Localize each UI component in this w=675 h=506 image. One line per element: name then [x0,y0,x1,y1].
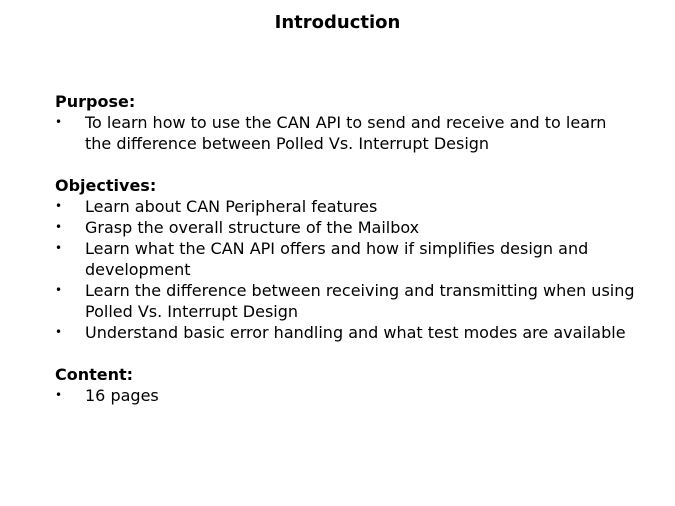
objectives-heading: Objectives: [55,176,157,195]
purpose-section [55,91,635,154]
objective-item [55,217,635,238]
slide-content [55,91,635,427]
objective-item [55,322,635,343]
bullet-icon: • [55,220,63,234]
content-item [55,385,635,406]
bullet-icon: • [55,325,63,339]
bullet-icon: • [55,283,63,297]
objective-item-text: Understand basic error handling and what test modes are available [85,323,626,342]
bullet-icon: • [55,241,63,255]
objective-item-text: Grasp the overall structure of the Mailbox [85,218,420,237]
objective-item-text: Learn about CAN Peripheral features [85,197,378,216]
objective-item-text: Learn the difference between receiving and transmitting when using Polled Vs. Interrupt Design [85,281,635,321]
objective-item [55,196,635,217]
bullet-icon: • [55,115,63,129]
content-heading: Content: [55,365,134,384]
content-item-text: 16 pages [85,386,159,405]
purpose-heading: Purpose: [55,92,136,111]
content-list [55,385,635,406]
purpose-item-text: To learn how to use the CAN API to send and receive and to learn the difference between Polled Vs. Interrupt Design [85,113,607,153]
objectives-list [55,196,635,343]
objective-item [55,280,635,322]
bullet-icon: • [55,388,63,402]
purpose-list [55,112,635,154]
content-section [55,364,635,406]
objective-item [55,238,635,280]
purpose-item [55,112,635,154]
objectives-section [55,175,635,343]
objective-item-text: Learn what the CAN API offers and how if simplifies design and development [85,239,589,279]
bullet-icon: • [55,199,63,213]
slide-title: Introduction [274,12,401,33]
